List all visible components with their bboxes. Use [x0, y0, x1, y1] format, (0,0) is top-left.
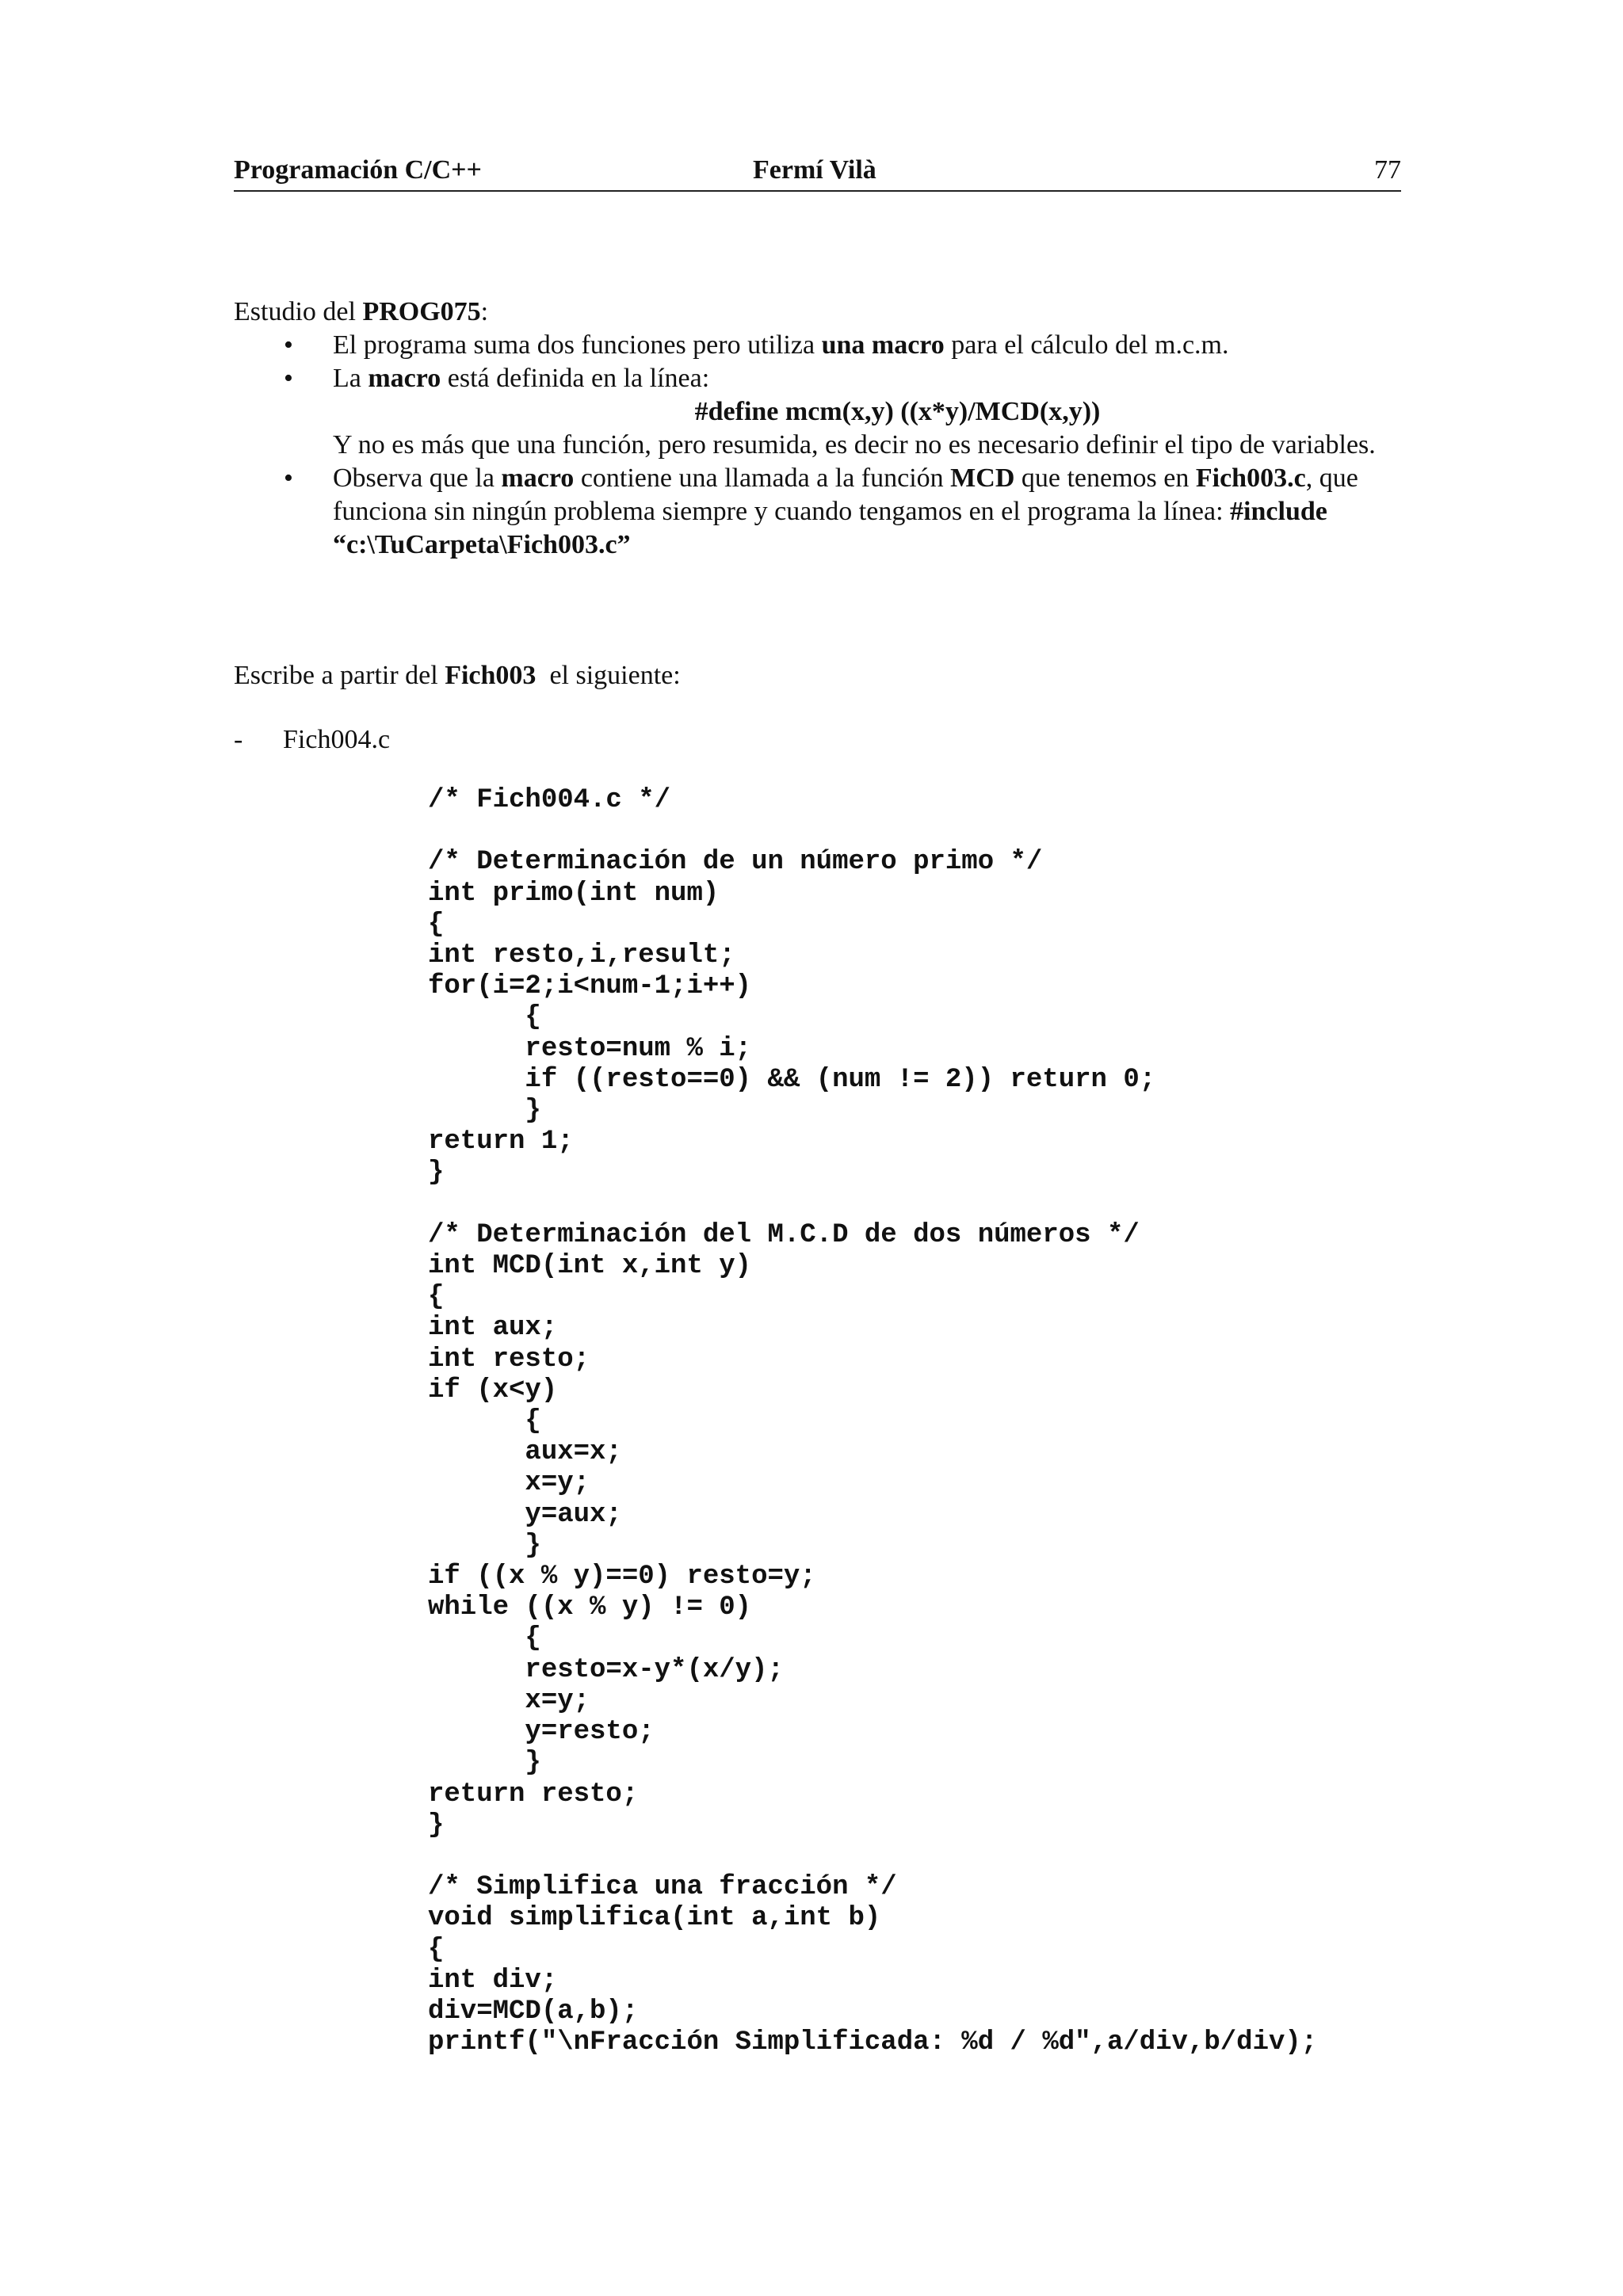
file-name: Fich004.c: [283, 725, 391, 754]
study-intro: Estudio del PROG075:: [234, 297, 489, 326]
bullet-icon: •: [284, 330, 293, 360]
page-header: [234, 155, 1401, 192]
macro-explanation: Y no es más que una función, pero resumida, es decir no es necesario definir el tipo de variables.: [333, 430, 1376, 460]
bullet-icon: •: [284, 463, 293, 493]
bullet-item-2: • La macro está definida en la línea:: [234, 362, 1407, 395]
bullet-list: [234, 329, 1407, 562]
bullet-icon: •: [284, 364, 293, 393]
dash-marker: -: [234, 725, 243, 754]
include-line: #include “c:\TuCarpeta\Fich003.c”: [333, 497, 1327, 559]
page-number: 77: [1374, 155, 1401, 185]
bullet-item-1: • El programa suma dos funciones pero utiliza una macro para el cálculo del m.c.m.: [234, 329, 1407, 362]
code-listing: /* Fich004.c */ /* Determinación de un número primo */ int primo(int num) { int resto,i,result; for(i=2;i<num-1;i++) { resto=num % i; if ((resto==0) && (num != 2)) return 0; } return 1; } /* Determinación del M.C.D de dos números */ int MCD(int x,int y) { int aux; int resto; if (x<y) { aux=x; x=y; y=aux; } if ((x % y)==0) resto=y; while ((x % y) != 0) { resto=x-y*(x/y); x=y; y=resto; } return resto; } /* Simplifica una fracción */ void simplifica(int a,int b) { int div; div=MCD(a,b); printf("\nFracción Simplificada: %d / %d",a/div,b/div);: [428, 785, 1318, 2058]
header-author: Fermí Vilà: [753, 155, 876, 185]
exercise-instruction: Escribe a partir del Fich003 el siguiente:: [234, 661, 681, 690]
header-book-title: Programación C/C++: [234, 155, 482, 185]
program-name: PROG075: [362, 297, 481, 326]
define-macro-line: #define mcm(x,y) ((x*y)/MCD(x,y)): [694, 397, 1101, 426]
bullet-item-3: • Observa que la macro contiene una llamada a la función MCD que tenemos en Fich003.c, que funciona sin ningún problema siempre y cuando tengamos en el programa la línea: #include “c:\TuCarpeta\Fich003.c”: [284, 463, 1358, 559]
